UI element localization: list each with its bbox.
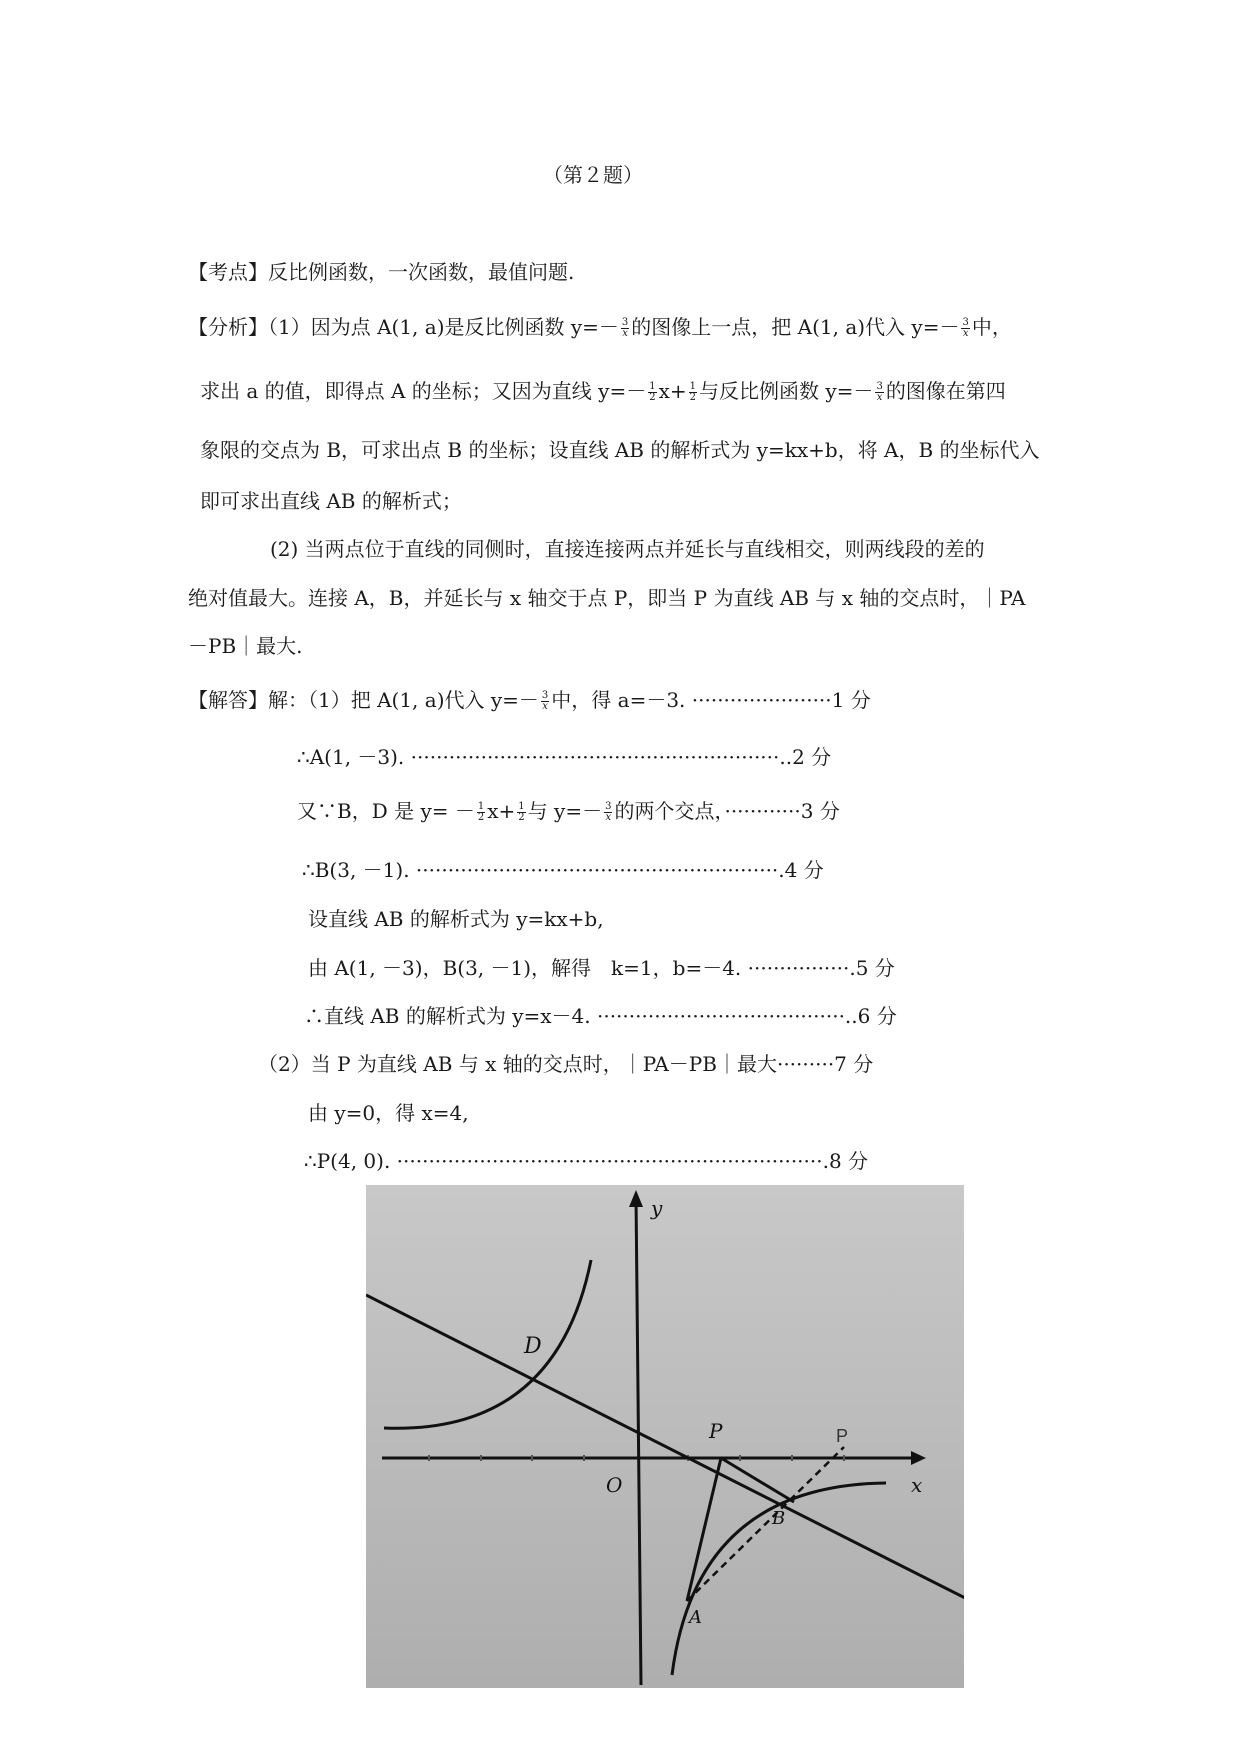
jieda-line-4: ∴B(3, －1). ·························································.4 分 <box>302 858 824 882</box>
label-p-second: P <box>836 1426 849 1446</box>
fenxi-line-7: －PB｜最大. <box>188 634 303 658</box>
fenxi-text: 求出 a 的值，即得点 A 的坐标；又因为直线 y=－ <box>200 379 647 403</box>
denominator: 2 <box>689 392 697 403</box>
label-x: x <box>911 1473 923 1497</box>
denominator: x <box>622 328 628 339</box>
jieda-line-1 <box>188 686 871 714</box>
denominator: x <box>605 812 612 823</box>
fenxi-text: 中， <box>971 315 1012 339</box>
jieda-text: 的两个交点，············3 分 <box>614 799 840 823</box>
fenxi-line-4: 即可求出直线 AB 的解析式； <box>200 489 462 513</box>
fraction-3-over-x <box>541 691 549 712</box>
fenxi-text: 与反比例函数 y=－ <box>699 379 874 403</box>
label-b: B <box>772 1508 786 1529</box>
numerator: 3 <box>962 317 969 328</box>
fraction-1-over-2 <box>477 802 485 823</box>
fenxi-line-5: (2) 当两点位于直线的同侧时，直接连接两点并延长与直线相交，则两线段的差的 <box>270 537 985 561</box>
jieda-line-9: 由 y=0，得 x=4, <box>308 1101 469 1125</box>
denominator: 2 <box>649 392 656 403</box>
fenxi-line-3: 象限的交点为 B，可求出点 B 的坐标；设直线 AB 的解析式为 y=kx+b，将 A，B 的坐标代入 <box>200 438 1040 462</box>
numerator: 1 <box>649 381 656 392</box>
fraction-1-over-2 <box>648 382 656 403</box>
label-o: O <box>606 1473 623 1497</box>
denominator: 2 <box>518 812 525 823</box>
jieda-line-7: ∴直线 AB 的解析式为 y=x－4. ·······································..6 分 <box>304 1004 897 1028</box>
denominator: x <box>962 328 969 339</box>
fenxi-tag: 【分析】 <box>188 315 268 339</box>
fenxi-text: （1）因为点 A(1, a)是反比例函数 y=－ <box>268 315 619 339</box>
denominator: x <box>542 701 548 712</box>
fenxi-text: 的图像在第四 <box>885 379 1006 403</box>
numerator: 3 <box>605 801 612 812</box>
numerator: 1 <box>477 801 485 812</box>
kaodian-line <box>188 258 574 286</box>
label-p-intersection: P <box>709 1419 723 1443</box>
fraction-3-over-x <box>621 318 629 339</box>
jieda-text: 解：（1）把 A(1, a)代入 y=－ <box>268 688 539 712</box>
fraction-3-over-x <box>604 802 612 823</box>
label-d: D <box>524 1334 542 1359</box>
jieda-tag: 【解答】 <box>188 688 268 712</box>
numerator: 3 <box>541 690 549 701</box>
jieda-line-2: ∴A(1, －3). ··························································..2 分 <box>297 745 832 769</box>
denominator: 2 <box>477 812 485 823</box>
denominator: x <box>876 392 883 403</box>
jieda-text: 与 y=－ <box>527 799 603 823</box>
label-a: A <box>689 1607 702 1628</box>
jieda-line-8: （2）当 P 为直线 AB 与 x 轴的交点时，｜PA－PB｜最大·········7 分 <box>258 1052 874 1076</box>
fenxi-line-1 <box>188 313 1012 341</box>
graph-figure <box>366 1185 964 1688</box>
fenxi-line-6: 绝对值最大。连接 A，B，并延长与 x 轴交于点 P，即当 P 为直线 AB 与 x 轴的交点时，｜PA <box>188 586 1026 610</box>
fenxi-text: 的图像上一点，把 A(1, a)代入 y=－ <box>631 315 960 339</box>
jieda-text: 又∵B，D 是 y= － <box>297 799 475 823</box>
fraction-1-over-2 <box>689 382 697 403</box>
jieda-text: x+ <box>487 799 516 823</box>
label-y: y <box>651 1196 663 1220</box>
kaodian-text: 反比例函数，一次函数，最值问题. <box>268 260 575 284</box>
question-heading: （第２题） <box>543 163 643 187</box>
numerator: 1 <box>689 381 697 392</box>
fraction-3-over-x <box>875 382 883 403</box>
numerator: 1 <box>518 801 525 812</box>
jieda-line-5: 设直线 AB 的解析式为 y=kx+b, <box>308 907 604 931</box>
jieda-line-10: ∴P(4, 0). ···································································.8 分 <box>304 1149 869 1173</box>
jieda-line-6: 由 A(1, －3)，B(3, －1)，解得 k=1，b=－4. ················.5 分 <box>308 956 895 980</box>
kaodian-tag: 【考点】 <box>188 260 268 284</box>
numerator: 3 <box>876 381 883 392</box>
fenxi-text: x+ <box>658 379 687 403</box>
numerator: 3 <box>621 317 629 328</box>
fraction-1-over-2 <box>517 802 525 823</box>
jieda-line-3 <box>297 797 840 825</box>
jieda-text: 中，得 a=－3. ······················1 分 <box>551 688 871 712</box>
figure-background <box>366 1185 964 1688</box>
fraction-3-over-x <box>961 318 969 339</box>
fenxi-line-2 <box>200 377 1006 405</box>
